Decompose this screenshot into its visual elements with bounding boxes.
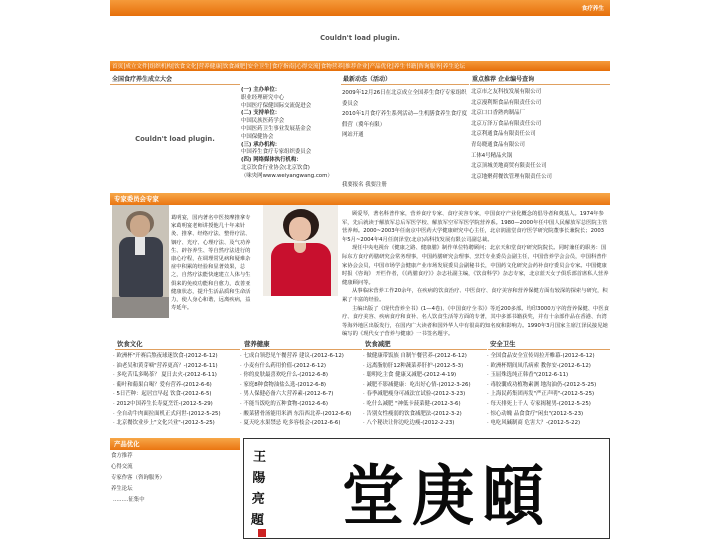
news-item[interactable]: 网站开通 (342, 132, 364, 138)
article-link[interactable]: · 小麦有什么药用价值-(2012-6-12) (240, 362, 362, 372)
calligraphy-side-text: 王陽亮題 (250, 449, 267, 529)
organizer-info (241, 87, 341, 181)
article-link[interactable]: · 吃什么减肥 "神低卡菠菜健-(2012-3-6) (363, 400, 487, 410)
company-item[interactable]: 北京口口香熟肉制品厂 (471, 110, 525, 117)
product-link[interactable]: 养生论坛 (111, 486, 133, 492)
org-line: 中国民族医药学会 (241, 118, 285, 125)
nav-safety[interactable]: 安全卫生 (247, 64, 270, 70)
product-link[interactable]: 食方推荐 (111, 453, 133, 459)
nav-products[interactable]: 产品优化 (369, 64, 392, 70)
article-link[interactable]: · 全国食品安全宣传周拉开帷幕-(2012-6-12) (487, 352, 610, 362)
org-line: (四) 网络媒体执行机构： (241, 157, 302, 164)
news-item[interactable]: 2010年1月食疗养生系列活动—生机膳食养生食疗度假营（冀年有限） (342, 111, 467, 128)
article-link[interactable]: · 电吃风碱制商 危害大？-(2012-5-22) (487, 419, 610, 429)
bio-paragraph: 主编出版了《现代营养全书》(1—4卷)、《中国食疗全书》》等近200多部。均印3000万字的营养保健、中医食疗、食疗美容、疾病食疗和食补、名人饮食生活等方面的专著，其中多部书籍获奖，并有十余部作品在香港、台湾等海外地区出版发行，在国内广大读者和国外华人中有很高的知名度和影响力。1990年3月国家主席江泽民接见她编写的《现代女子营养与健康》一书签名题字。 (342, 305, 609, 338)
article-link[interactable]: · 北京餐饮业步上"文化兴业"-(2012-5-25) (113, 419, 240, 429)
column-list-nutrition (240, 352, 362, 429)
calligraphy-banner (243, 438, 610, 539)
article-link[interactable]: · 酸菜猪骨汤能用米酒 东沿西北养-(2012-6-6) (240, 410, 362, 420)
expert-photo-gu (263, 205, 338, 296)
nav-home[interactable]: 首页 (112, 64, 124, 70)
article-link[interactable]: · 全自动牛肉面拉面机正式问世-(2012-5-25) (113, 410, 240, 420)
nav-separator: | (440, 62, 443, 70)
video-plugin: Couldn't load plugin. (135, 135, 215, 143)
article-link[interactable]: · 家庭8种食物油盐么选-(2012-6-8) (240, 381, 362, 391)
article-link[interactable]: · 远离脂肪肝12种蔬菜养肝护-(2012-5-3) (363, 362, 487, 372)
nav-diet-loss[interactable]: 饮食减肥 (222, 64, 246, 70)
org-line: 职业经理研究中心 (241, 94, 285, 101)
product-link[interactable]: 心得交流 (111, 464, 133, 470)
org-line: 中国医疗保健国际交流促进会 (241, 102, 312, 109)
company-item[interactable]: 北京利通食品有限责任公司 (471, 131, 536, 138)
article-link[interactable]: · 每天排死上千人 专家揭秘男-(2012-5-25) (487, 400, 610, 410)
company-item[interactable]: 北京地聚荷餐饮管理有限责任公司 (471, 173, 552, 180)
org-line: 北京饮食行业协会(北京饮食) (241, 164, 310, 171)
banner-plugin: Couldn't load plugin. (320, 34, 400, 42)
nav-books[interactable]: 养生书籍 (393, 64, 417, 70)
nav-separator: | (416, 62, 419, 70)
product-link[interactable]: 专家作客（咨询服务） (111, 475, 165, 481)
nav-separator: | (123, 62, 126, 70)
nav-separator: | (318, 62, 321, 70)
nav-separator: | (196, 62, 199, 70)
nav-separator: | (220, 62, 223, 70)
news-footer[interactable]: 我要报名 我要注册 (342, 182, 387, 188)
org-line: （味央网www.weiyangwang.com） (241, 172, 333, 179)
article-link[interactable]: · 七成白领恐见午餐营养 建议-(2012-6-12) (240, 352, 362, 362)
column-heading-safety: 安全卫生 (488, 340, 610, 350)
nav-separator: | (391, 62, 394, 70)
nav-nutrition[interactable]: 营养健康 (198, 64, 221, 70)
article-link[interactable]: · 不能当饭吃的五种食物-(2012-6-6) (240, 400, 362, 410)
org-line: (二) 支持单位： (241, 110, 281, 117)
nav-experience[interactable]: 心得交流 (296, 64, 319, 70)
top-bar (110, 0, 610, 16)
nav-founding[interactable]: 成立文件 (125, 64, 148, 70)
conference-heading: 全国食疗养生成立大会 (110, 75, 240, 85)
red-seal (258, 529, 266, 537)
org-line: (一) 主办单位： (241, 87, 281, 93)
article-link[interactable]: · 做健康带饭族 自制午餐营养-(2012-6-12) (363, 352, 487, 362)
article-link[interactable]: · 5日芒种：起居宜早起 饮食-(2012-6-5) (113, 390, 240, 400)
article-link[interactable]: · 惊心动魄 品食食疗"闲虫"(2012-5-23) (487, 410, 610, 420)
article-link[interactable]: · 春季减肥瘦身可减法宜试验-(2012-3-23) (363, 390, 487, 400)
article-link[interactable]: · 玉屈殊选纯正韩香"(2012-6-11) (487, 371, 610, 381)
experts-heading: 专家委员会专家 (110, 193, 610, 205)
nav-separator: | (269, 62, 272, 70)
bio-paragraph: 从事临床营养工作20余年，在疾病的饮食治疗、中医食疗、食疗美容和营养保健方面有较深的探索与研究，积累了丰富的经验。 (342, 288, 608, 303)
news-heading: 最新动态（活动） (341, 75, 469, 85)
article-link[interactable]: · 葡叶和葡果白喝？爱有营养-(2012-6-6) (113, 381, 240, 391)
article-link[interactable]: · 男人保健必备六大营养素-(2012-6-7) (240, 390, 362, 400)
company-item[interactable]: 北京漫利斯食品有限责任公司 (471, 99, 542, 106)
nav-separator: | (367, 62, 370, 70)
nav-forum[interactable]: 养生论坛 (442, 64, 466, 70)
column-list-culture (113, 352, 240, 429)
company-list (471, 87, 609, 182)
nav-companies[interactable]: 推荐企业 (345, 64, 368, 70)
article-link[interactable]: · 多吃苦瓜多喝茶？ 夏日去火-(2012-6-11) (113, 371, 240, 381)
article-link[interactable]: · 减肥不影减健康：吃出好心情-(2012-3-26) (363, 381, 487, 391)
article-link[interactable]: · 2012中国养生长寿夏烹饪-(2012-5-29) (113, 400, 240, 410)
news-list (342, 88, 468, 141)
article-link[interactable]: · 油老吴和黄芽嘀"营养更高？-(2012-6-11) (113, 362, 240, 372)
recommend-heading: 重点推荐 企业编号查询 (470, 75, 610, 85)
article-link[interactable]: · 夏天吃水果禁忌 吃多容枝会-(2012-6-6) (240, 419, 362, 429)
company-item[interactable]: 工体4号精品火锅 (471, 152, 513, 159)
nav-food-nutrition[interactable]: 食物营养 (320, 64, 343, 70)
nav-separator: | (294, 62, 297, 70)
nav-separator: | (147, 62, 150, 70)
article-link[interactable]: · 告别女性瘦弱的饮食减肥法-(2012-3-2) (363, 410, 487, 420)
article-link[interactable]: · 毒胶囊成功植物素测 地沟油仍-(2012-5-25) (487, 381, 610, 391)
company-item[interactable]: 青岛晓通食品有限公司 (471, 141, 525, 148)
news-item[interactable]: 2009年12月26日在北京成立全国养生食疗专家组织委员会 (342, 90, 467, 107)
expert-bio-ge: 葛明宴，国内著名中医按摩推拿专家葛明宴老师讲授他几十年来针灸、推拿、经络疗法、整骨疗法、铟疗、光疗、心理疗法、及气功养生、辟谷养生、等自然疗法进行的康心疗程，在调理常见病和疑难杂症中积累的经验和显著效果，总之，自然疗法能快速建立人体与生俱来的免疫功能和自愈力，改善亚健康状态，提升生活品质和生命活力，使人身心和谐，远离疾病，益寿延年。 (171, 215, 251, 312)
expert-bio-gu (342, 210, 609, 339)
column-list-safety (487, 352, 610, 429)
article-link[interactable]: · 八个秘诀让你边吃边瘦-(2012-2-23) (363, 419, 487, 429)
bio-paragraph: 顾爱琴，著名科普作家，营养食疗专家、食疗美容专家，中国食疗产业化概念的倡导者和奠基人。1974年参军，先后就读于解放军总后军医学校、解放军空军军医学院营养系。1980—2000年任中国人民解放军总医院主管营养师。2000~2003年任南京中医药大学健康研究中心主任，北京润滋堂食疗医学研究院董事长兼院长；2003年5月~2004年4月任润泽堂(北京)高科技发展有限公司副总裁。 (342, 211, 608, 243)
nav-consult[interactable]: 咨询服务 (418, 64, 441, 70)
company-item[interactable]: 北京市之友科技发展有限公司 (471, 89, 542, 95)
nav-separator: | (172, 62, 175, 70)
org-line: 中国医药卫生事业发展基金会 (241, 125, 312, 132)
nav-separator: | (343, 62, 346, 70)
company-item[interactable]: 北京万泽万食品有限责任公司 (471, 120, 542, 127)
org-line: 中国养生食疗专家组织委员会 (241, 149, 312, 156)
bio-paragraph: 现任中央电视台《健康之路、健康膳》制作单位特聘顾问；北京天和堂食疗研究院院长。同时兼任的职务：国际东方食疗药膳研究会常务理事，中国药膳研究会理事、烹饪专业委员会副主任，中国营养学会会员，中国科普作家协会会员，中国市场学会健康产业市场发展委员会副秘书长，中国药文化研究会药补食疗委员会专家。中国健康时报《咨询》 开栏作者，《《药膳食疗》》杂志社副主编，《饮食科学》杂志专家，北京蓝天女子俱乐部首席私人营养健康顾问等。 (342, 245, 609, 286)
column-heading-nutrition: 营养健康 (242, 340, 362, 350)
product-heading: 产品优化 (110, 438, 240, 450)
nav-diet-culture[interactable]: 饮食文化 (174, 64, 197, 70)
product-link[interactable]: .........征集中 (113, 497, 145, 503)
top-bar-link[interactable]: 食疗养生 (581, 6, 604, 12)
expert-photo-ge (112, 205, 169, 318)
column-heading-diet: 饮食减肥 (363, 340, 487, 350)
nav-separator: | (245, 62, 248, 70)
article-link[interactable]: · 欧洲杯期间凤爪病索 教你安-(2012-6-12) (487, 362, 610, 372)
calligraphy-main-text: 堂庚頤 (341, 456, 552, 534)
product-list (111, 451, 239, 506)
article-link[interactable]: · 欧洲杯"开赛后熬夜球迷饮食-(2012-6-12) (113, 352, 240, 362)
nav-therapy-guide[interactable]: 食疗指南 (271, 64, 295, 70)
org-line: 中国保健协会 (241, 133, 274, 140)
article-link[interactable]: · 你的皮肤最喜欢吃什么-(2012-6-8) (240, 371, 362, 381)
nav-organization[interactable]: 组织机构 (149, 64, 173, 70)
column-heading-culture: 饮食文化 (115, 340, 240, 350)
company-item[interactable]: 北京顶城美地商贸有限责任公司 (471, 163, 547, 170)
main-nav (110, 61, 610, 71)
article-link[interactable]: · 聪明吃主食 健康又减肥-(2012-4-19) (363, 371, 487, 381)
column-list-diet (363, 352, 487, 429)
org-line: (三) 承办机构： (241, 141, 281, 148)
article-link[interactable]: · 上海民药集团再发"严正声明"-(2012-5-25) (487, 390, 610, 400)
